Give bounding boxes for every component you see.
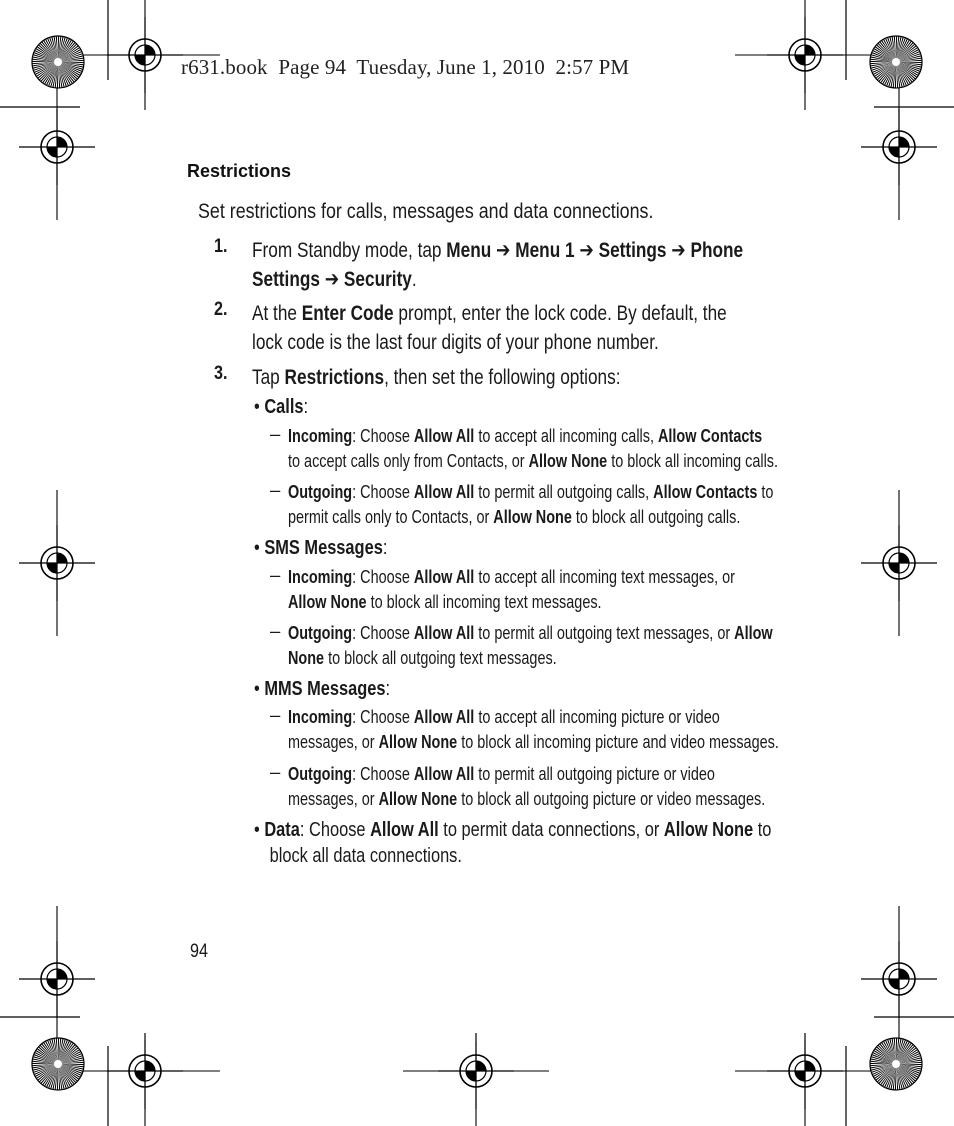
- text-run: Outgoing: [288, 622, 353, 643]
- text-run: Incoming: [288, 706, 353, 727]
- text-run: –: [270, 704, 281, 725]
- mms-option: [254, 676, 390, 702]
- text-run: –: [270, 479, 281, 500]
- text-run: Restrictions: [284, 366, 385, 389]
- text-run: block all data connections.: [269, 845, 462, 867]
- text-run: to block all incoming text messages.: [366, 591, 602, 612]
- text-run: .: [411, 268, 417, 291]
- text-run: to: [757, 481, 774, 502]
- text-run: Allow Contacts: [657, 425, 763, 446]
- text-run: Data: [264, 819, 300, 841]
- text-run: SMS Messages: [264, 537, 383, 559]
- text-run: : Choose: [352, 566, 414, 587]
- text-run: : Choose: [352, 425, 414, 446]
- text-run: •: [254, 819, 260, 841]
- text-run: Phone: [690, 239, 744, 262]
- text-run: Allow None: [528, 450, 608, 471]
- text-run: to permit all outgoing text messages, or: [474, 622, 735, 643]
- text-run: : Choose: [352, 706, 414, 727]
- text-run: :: [385, 678, 391, 700]
- text-run: Allow All: [413, 706, 475, 727]
- text-run: Allow None: [378, 731, 458, 752]
- text-run: Tap: [252, 366, 285, 389]
- text-run: to block all outgoing calls.: [571, 506, 741, 527]
- running-header: r631.book Page 94 Tuesday, June 1, 2010 2:57 PM: [181, 55, 630, 79]
- text-run: : Choose: [352, 763, 414, 784]
- text-run: Allow All: [413, 481, 475, 502]
- text-run: –: [270, 423, 281, 444]
- text-run: to block all incoming calls.: [607, 450, 779, 471]
- text-run: to block all outgoing text messages.: [324, 647, 557, 668]
- text-run: Outgoing: [288, 763, 353, 784]
- text-run: Menu: [446, 239, 492, 262]
- step-number: 1.: [214, 236, 228, 257]
- text-run: to block all outgoing picture or video messages.: [457, 788, 766, 809]
- text-run: –: [270, 761, 281, 782]
- text-run: None: [288, 647, 325, 668]
- step-number: 2.: [214, 299, 228, 320]
- text-run: Allow All: [370, 819, 439, 841]
- text-run: Settings: [252, 268, 320, 291]
- text-run: to accept all incoming text messages, or: [474, 566, 735, 587]
- text-run: Incoming: [288, 566, 353, 587]
- text-run: : Choose: [352, 622, 414, 643]
- text-run: to accept all incoming picture or video: [474, 706, 720, 727]
- text-run: to permit data connections, or: [438, 819, 664, 841]
- text-run: Allow All: [413, 622, 475, 643]
- text-run: : Choose: [299, 819, 371, 841]
- text-run: Menu 1: [515, 239, 575, 262]
- starburst-icon: [870, 1038, 922, 1090]
- text-run: Allow All: [413, 763, 475, 784]
- text-run: to accept all incoming calls,: [474, 425, 658, 446]
- text-run: ➔: [574, 239, 599, 262]
- step-text: [252, 363, 621, 392]
- text-run: :: [382, 537, 388, 559]
- sms-option: [254, 535, 387, 561]
- step-number: 3.: [214, 363, 228, 384]
- text-run: Settings: [598, 239, 667, 262]
- text-run: ➔: [319, 268, 344, 291]
- text-run: :: [303, 396, 309, 418]
- text-run: From Standby mode, tap: [252, 239, 447, 262]
- section-title: Restrictions: [187, 161, 292, 181]
- text-run: •: [254, 396, 260, 418]
- text-run: Allow None: [288, 591, 367, 612]
- text-run: MMS Messages: [264, 678, 386, 700]
- text-run: ➔: [491, 239, 516, 262]
- text-run: Allow Contacts: [653, 481, 758, 502]
- text-run: Allow None: [663, 819, 754, 841]
- text-run: Security: [343, 268, 412, 291]
- text-run: permit calls only to Contacts, or: [288, 506, 494, 527]
- step-text: [252, 299, 727, 357]
- starburst-icon: [32, 1038, 84, 1090]
- text-run: messages, or: [288, 731, 379, 752]
- text-run: : Choose: [352, 481, 414, 502]
- text-run: Allow: [734, 622, 773, 643]
- text-run: to block all incoming picture and video messages.: [457, 731, 779, 752]
- text-run: Allow None: [378, 788, 458, 809]
- text-run: Allow None: [493, 506, 572, 527]
- data-option: [254, 817, 771, 869]
- intro-text: Set restrictions for calls, messages and data connections.: [198, 200, 654, 223]
- step-line: [252, 363, 621, 392]
- step-line: [252, 236, 743, 265]
- starburst-icon: [32, 36, 84, 88]
- text-run: prompt, enter the lock code. By default, the: [393, 302, 727, 325]
- text-run: •: [254, 537, 260, 559]
- text-run: –: [270, 564, 281, 585]
- text-run: Enter Code: [301, 302, 394, 325]
- text-run: •: [254, 678, 260, 700]
- page-number: 94: [190, 941, 208, 962]
- text-run: to permit all outgoing picture or video: [474, 763, 715, 784]
- step-text: [252, 236, 743, 294]
- calls-option: [254, 394, 308, 420]
- text-run: lock code is the last four digits of your phone number.: [252, 331, 659, 354]
- starburst-icon: [870, 36, 922, 88]
- step-line: [252, 328, 727, 357]
- text-run: Calls: [264, 396, 304, 418]
- text-run: ➔: [666, 239, 691, 262]
- text-run: –: [270, 620, 281, 641]
- text-run: to accept calls only from Contacts, or: [288, 450, 529, 471]
- text-run: Incoming: [288, 425, 353, 446]
- text-run: Outgoing: [288, 481, 353, 502]
- step-line: [252, 299, 727, 328]
- step-line: [252, 265, 743, 294]
- text-run: messages, or: [288, 788, 379, 809]
- text-run: to: [753, 819, 772, 841]
- text-run: , then set the following options:: [384, 366, 621, 389]
- text-run: At the: [252, 302, 302, 325]
- text-run: to permit all outgoing calls,: [474, 481, 654, 502]
- text-run: Allow All: [413, 566, 475, 587]
- text-run: Allow All: [413, 425, 475, 446]
